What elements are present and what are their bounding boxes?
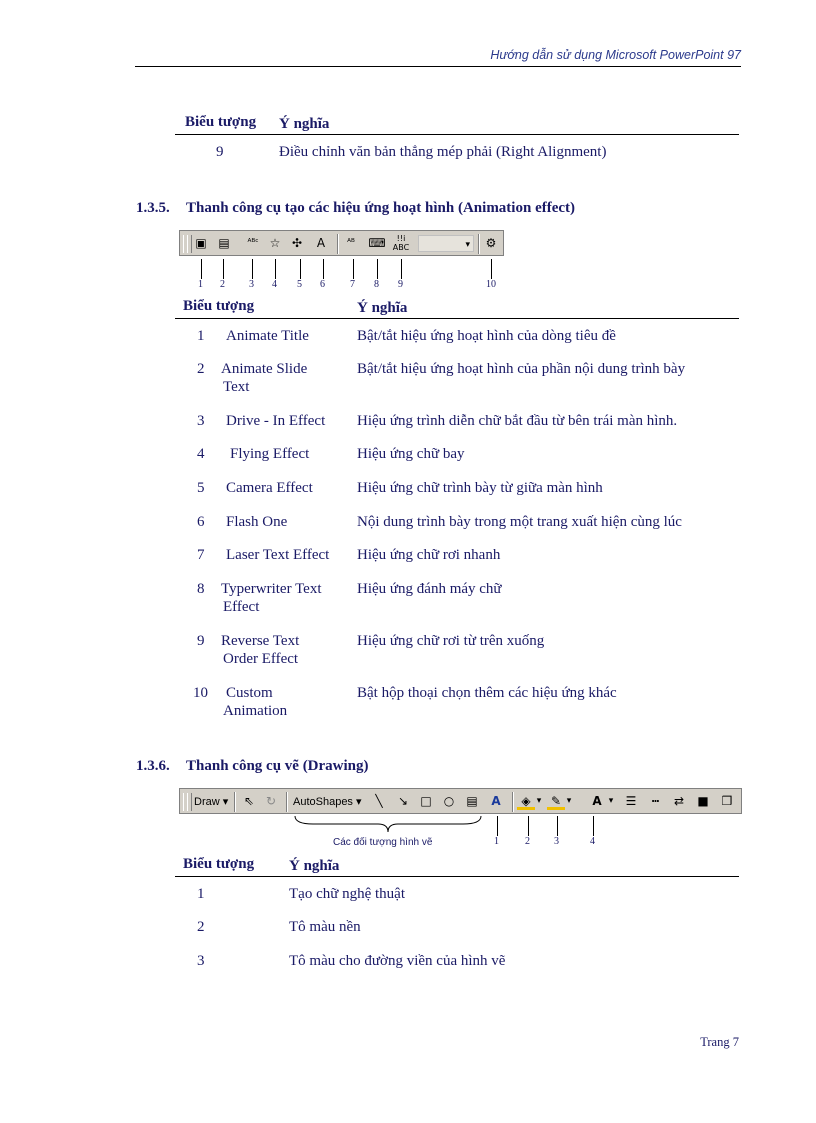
arrow-icon[interactable]: ↘ xyxy=(397,794,409,808)
select-objects-icon[interactable]: ⇖ xyxy=(243,794,255,808)
section-number: 1.3.6. xyxy=(136,758,170,774)
section-number: 1.3.5. xyxy=(136,200,170,216)
font-color-icon[interactable]: A xyxy=(592,794,602,808)
row-name: Custom xyxy=(226,685,273,701)
row-meaning: Tô màu cho đường viền của hình vẽ xyxy=(289,953,506,969)
row-num: 2 xyxy=(197,361,205,377)
row-meaning: Hiệu ứng chữ trình bày từ giữa màn hình xyxy=(357,480,603,496)
camera-effect-icon[interactable]: ✣ xyxy=(291,236,303,250)
tick-label: 1 xyxy=(198,279,203,290)
page-number: Trang 7 xyxy=(700,1035,739,1049)
table1-rule xyxy=(175,134,739,135)
tick-label: 7 xyxy=(350,279,355,290)
row-name-cont: Text xyxy=(223,379,250,395)
line-color-icon[interactable]: ✎ xyxy=(547,792,565,810)
arrow-style-icon[interactable]: ⇄ xyxy=(673,794,685,808)
table3-col-meaning: Ý nghĩa xyxy=(289,858,340,874)
shapes-brace xyxy=(293,814,483,836)
tick-label: 8 xyxy=(374,279,379,290)
row-num: 5 xyxy=(197,480,205,496)
row-meaning: Hiệu ứng đánh máy chữ xyxy=(357,581,502,597)
row-name: Drive - In Effect xyxy=(226,413,326,429)
font-color-dropdown-icon[interactable]: ▾ xyxy=(608,796,614,806)
row-num: 7 xyxy=(197,547,205,563)
row-meaning: Hiệu ứng chữ bay xyxy=(357,446,465,462)
row-meaning: Hiệu ứng chữ rơi nhanh xyxy=(357,547,501,563)
drawing-toolbar xyxy=(179,788,742,814)
wordart-icon[interactable]: A xyxy=(491,794,501,808)
row-meaning: Nội dung trình bày trong một trang xuất hiện cùng lúc xyxy=(357,514,682,530)
autoshapes-menu-button[interactable]: AutoShapes ▾ xyxy=(293,796,362,808)
tick-label: 3 xyxy=(554,836,559,847)
custom-animation-icon[interactable]: ⚙ xyxy=(485,236,497,250)
table1-row-meaning: Điều chỉnh văn bản thẳng mép phải (Right Alignment) xyxy=(279,144,607,160)
row-name: Flying Effect xyxy=(230,446,310,462)
tick-label: 6 xyxy=(320,279,325,290)
row-name: Animate Title xyxy=(226,328,309,344)
row-name: Animate Slide xyxy=(221,361,308,377)
tick-label: 2 xyxy=(525,836,530,847)
animation-toolbar xyxy=(179,230,504,256)
row-num: 1 xyxy=(197,328,205,344)
row-name: Typerwriter Text xyxy=(221,581,322,597)
oval-icon[interactable]: ○ xyxy=(443,794,455,808)
flying-effect-icon[interactable]: ☆ xyxy=(269,236,281,250)
row-name-cont: Order Effect xyxy=(223,651,299,667)
tick-label: 5 xyxy=(297,279,302,290)
row-num: 3 xyxy=(197,413,205,429)
tick-label: 3 xyxy=(249,279,254,290)
row-name: Reverse Text xyxy=(221,633,300,649)
table2-rule xyxy=(175,318,739,319)
fill-color-icon[interactable]: ◈ xyxy=(517,792,535,810)
table1-col-meaning: Ý nghĩa xyxy=(279,116,330,132)
draw-menu-button[interactable]: Draw ▾ xyxy=(194,796,229,808)
text-box-icon[interactable]: ▤ xyxy=(466,794,478,808)
section-title: Thanh công cụ tạo các hiệu ứng hoạt hình (Animation effect) xyxy=(186,200,576,216)
table2-col-meaning: Ý nghĩa xyxy=(357,300,408,316)
laser-text-effect-icon[interactable]: ᴬᴮ xyxy=(347,238,355,248)
row-name: Camera Effect xyxy=(226,480,313,496)
dash-style-icon[interactable]: ┅ xyxy=(651,794,659,808)
typewriter-text-effect-icon[interactable]: ⌨ xyxy=(368,236,386,250)
row-meaning: Bật hộp thoại chọn thêm các hiệu ứng khác xyxy=(357,685,617,701)
row-num: 9 xyxy=(197,633,205,649)
shadow-icon[interactable]: ■ xyxy=(697,794,709,808)
tick-label: 10 xyxy=(486,279,496,290)
tick-label: 2 xyxy=(220,279,225,290)
row-meaning: Bật/tắt hiệu ứng hoạt hình của dòng tiêu đề xyxy=(357,328,616,344)
header-rule xyxy=(135,66,741,67)
row-meaning: Tạo chữ nghệ thuật xyxy=(289,886,406,902)
brace-caption: Các đối tượng hình vẽ xyxy=(333,837,433,848)
running-header: Hướng dẫn sử dụng Microsoft PowerPoint 97 xyxy=(490,48,741,62)
row-num: 6 xyxy=(197,514,205,530)
row-name-cont: Animation xyxy=(223,703,288,719)
animate-title-icon[interactable]: ▣ xyxy=(195,236,207,250)
reverse-text-order-icon[interactable]: !!i ABC xyxy=(392,234,410,252)
fill-color-dropdown-icon[interactable]: ▾ xyxy=(536,796,542,806)
table1-row-num: 9 xyxy=(216,144,224,160)
row-num: 1 xyxy=(197,886,205,902)
line-icon[interactable]: ╲ xyxy=(375,794,383,808)
row-meaning: Hiệu ứng chữ rơi từ trên xuống xyxy=(357,633,545,649)
table3-col-icon: Biểu tượng xyxy=(183,856,255,872)
free-rotate-icon[interactable]: ↻ xyxy=(265,794,277,808)
table2-col-icon: Biểu tượng xyxy=(183,298,255,314)
animation-order-dropdown[interactable]: ▾ xyxy=(418,235,474,252)
row-meaning: Bật/tắt hiệu ứng hoạt hình của phần nội dung trình bày xyxy=(357,361,686,377)
table1-col-icon: Biểu tượng xyxy=(185,114,257,130)
line-color-dropdown-icon[interactable]: ▾ xyxy=(566,796,572,806)
section-title: Thanh công cụ vẽ (Drawing) xyxy=(186,758,369,774)
row-num: 3 xyxy=(197,953,205,969)
row-num: 10 xyxy=(193,685,208,701)
rectangle-icon[interactable]: □ xyxy=(420,794,432,808)
drive-in-effect-icon[interactable]: ᴬᴮᶜ xyxy=(247,238,259,248)
animate-slide-text-icon[interactable]: ▤ xyxy=(218,236,230,250)
tick-label: 9 xyxy=(398,279,403,290)
row-name-cont: Effect xyxy=(223,599,260,615)
row-num: 4 xyxy=(197,446,205,462)
3d-icon[interactable]: ❒ xyxy=(721,794,733,808)
row-meaning: Tô màu nền xyxy=(289,919,361,935)
tick-label: 1 xyxy=(494,836,499,847)
row-meaning: Hiệu ứng trình diễn chữ bắt đầu từ bên trái màn hình. xyxy=(357,413,678,429)
row-name: Flash One xyxy=(226,514,288,530)
row-num: 2 xyxy=(197,919,205,935)
table3-rule xyxy=(175,876,739,877)
row-num: 8 xyxy=(197,581,205,597)
line-style-icon[interactable]: ☰ xyxy=(625,794,637,808)
tick-label: 4 xyxy=(590,836,595,847)
row-name: Laser Text Effect xyxy=(226,547,330,563)
tick-label: 4 xyxy=(272,279,277,290)
flash-once-icon[interactable]: A xyxy=(316,236,326,250)
